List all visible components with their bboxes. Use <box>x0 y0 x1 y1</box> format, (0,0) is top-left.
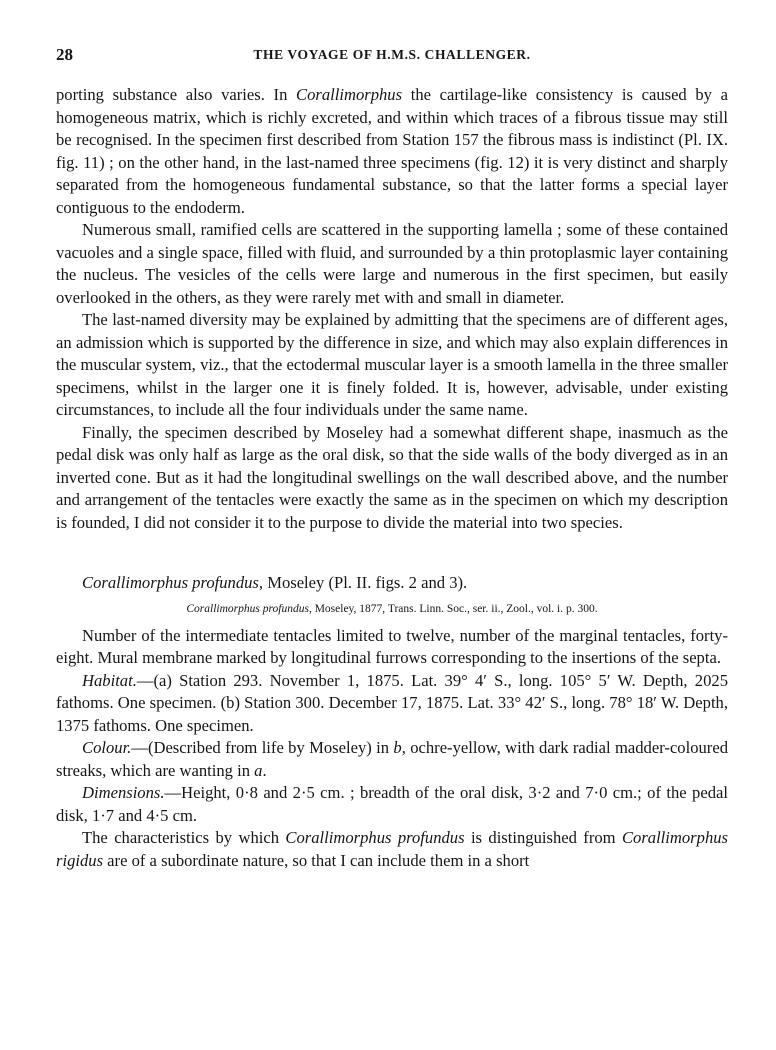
species-heading: Corallimorphus profundus, Moseley (Pl. II. figs. 2 and 3). <box>82 573 468 592</box>
genus-name: Corallimorphus <box>296 85 403 104</box>
dimensions-paragraph: Dimensions.—Height, 0·8 and 2·5 cm. ; breadth of the oral disk, 3·2 and 7·0 cm.; of the pedal disk, 1·7 and 4·5 cm. <box>56 783 728 825</box>
paragraph-3: The last-named diversity may be explained by admitting that the specimens are of different ages, an admission which is supported by the difference in size, and which may also explain differences in the muscular system, viz., that the ectodermal muscular layer is a smooth lamella in the three smaller specimens, whilst in the larger one it is finely folded. It is, however, advisable, under existing circumstances, to include all the four individuals under the same name. <box>56 310 728 419</box>
dimensions-label: Dimensions. <box>82 783 165 802</box>
species-citation: Corallimorphus profundus, Moseley, 1877, Trans. Linn. Soc., ser. ii., Zool., vol. i. p. 300. <box>186 602 598 615</box>
paragraph-1: porting substance also varies. In Corallimorphus the cartilage-like consistency is caused by a homogeneous matrix, which is richly excreted, and within which traces of a fibrous tissue may still be recognised. In the specimen first described from Station 157 the fibrous mass is indistinct (Pl. IX. fig. 11) ; on the other hand, in the last-named three specimens (fig. 12) it is very distinct and sharply separated from the homogeneous fundamental substance, so that the latter forms a special layer contiguous to the endoderm. <box>56 85 728 217</box>
body-text <box>56 84 728 872</box>
colour-paragraph: Colour.—(Described from life by Moseley) in b, ochre-yellow, with dark radial madder-coloured streaks, which are wanting in a. <box>56 738 728 780</box>
page-header <box>56 45 728 69</box>
paragraph-4: Finally, the specimen described by Moseley had a somewhat different shape, inasmuch as the pedal disk was only half as large as the oral disk, so that the side walls of the body diverged as in an inverted cone. But as it had the longitudinal swellings on the wall described above, and the number and arrangement of the tentacles were exactly the same as in the specimen on which my description is founded, I did not consider it to the purpose to divide the material into two species. <box>56 422 728 532</box>
habitat-paragraph: Habitat.—(a) Station 293. November 1, 1875. Lat. 39° 4′ S., long. 105° 5′ W. Depth, 2025 fathoms. One specimen. (b) Station 300. December 17, 1875. Lat. 33° 42′ S., long. 78° 18′ W. Depth, 1375 fathoms. One specimen. <box>56 670 728 735</box>
paragraph-2: Numerous small, ramified cells are scattered in the supporting lamella ; some of these contained vacuoles and a single space, filled with fluid, and surrounded by a thin protoplasmic layer containing the nucleus. The vesicles of the cells were large and numerous in the first specimen, but easily overlooked in the others, as they were rarely met with and small in diameter. <box>56 220 728 307</box>
species-description: Number of the intermediate tentacles limited to twelve, number of the marginal tentacles, forty-eight. Mural membrane marked by longitudinal furrows corresponding to the insertions of the septa. <box>56 625 728 667</box>
page-number: 28 <box>56 45 73 64</box>
colour-label: Colour. <box>82 738 132 757</box>
section-gap <box>56 534 728 556</box>
characteristics-paragraph: The characteristics by which Corallimorphus profundus is distinguished from Corallimorphus rigidus are of a subordinate nature, so that I can include them in a short <box>56 828 728 870</box>
habitat-label: Habitat. <box>82 670 137 690</box>
species-name: Corallimorphus profundus <box>82 573 259 592</box>
running-title: THE VOYAGE OF H.M.S. CHALLENGER. <box>253 47 531 62</box>
